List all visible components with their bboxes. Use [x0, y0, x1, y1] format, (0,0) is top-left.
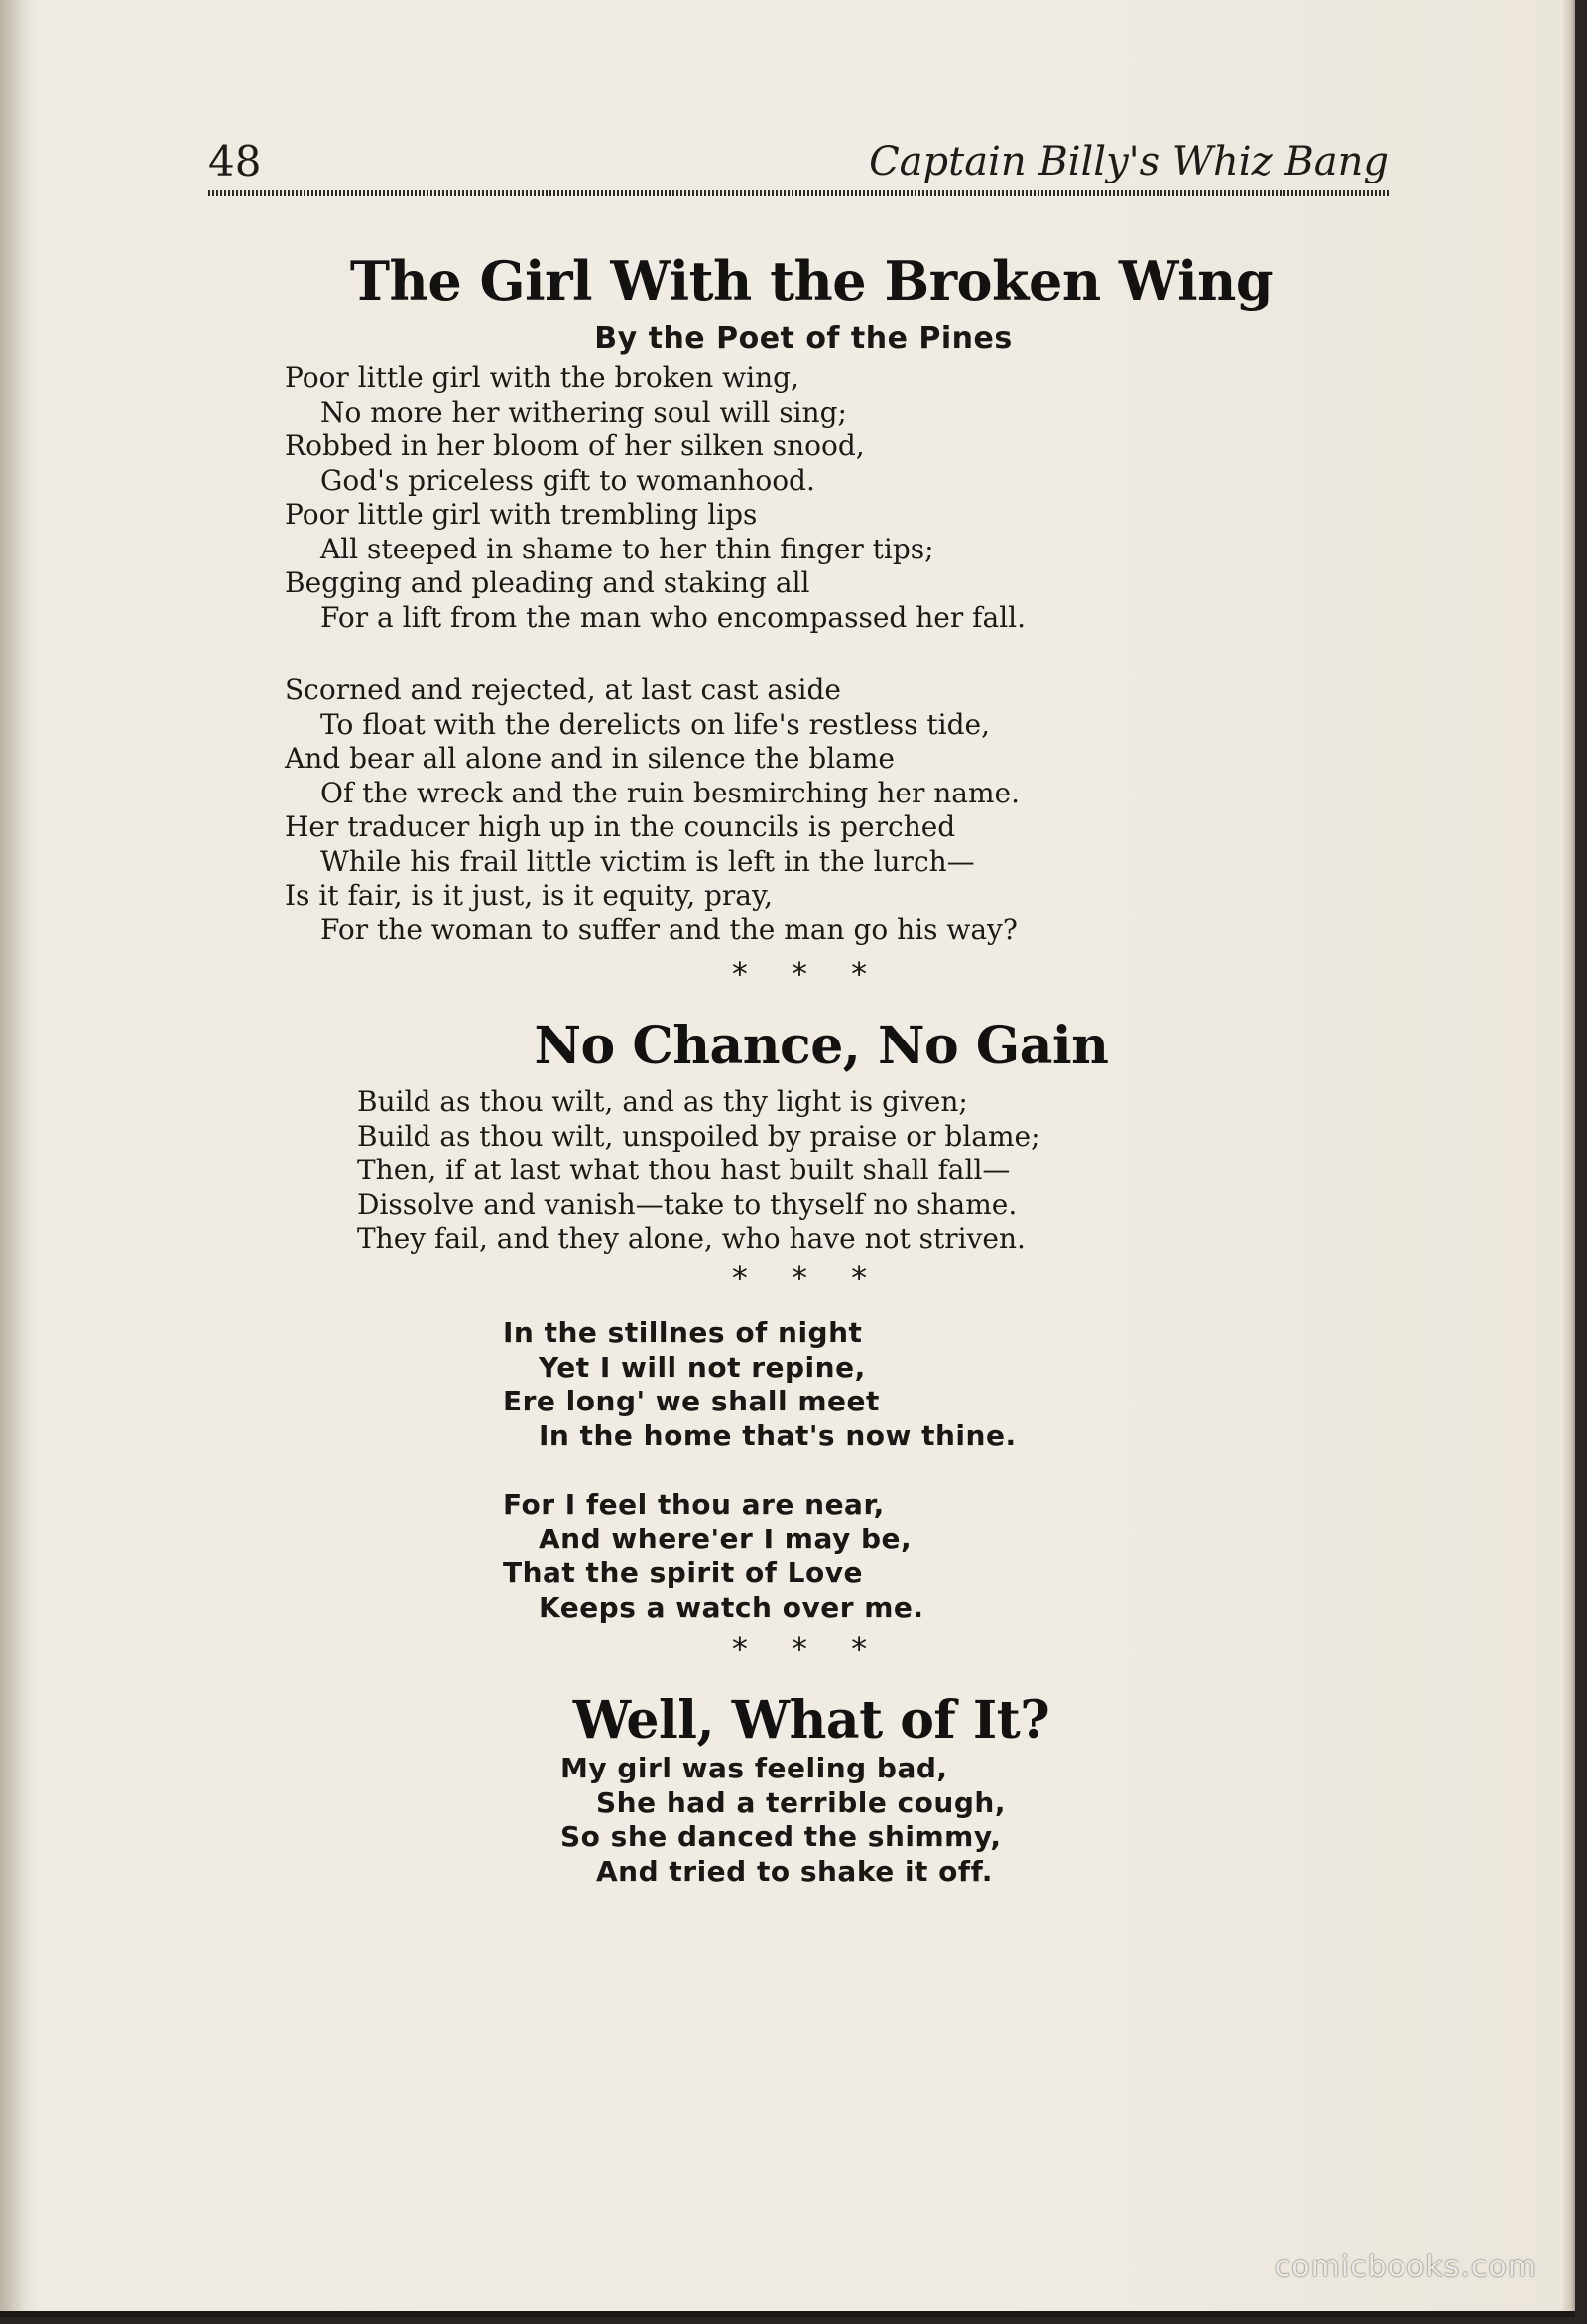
verse-line: Build as thou wilt, unspoiled by praise or blame; — [357, 1119, 1040, 1153]
page-header — [208, 135, 1389, 188]
verse-line: And where'er I may be, — [539, 1522, 913, 1555]
verse-line: While his frail little victim is left in the lurch— — [320, 844, 975, 878]
poem-title-broken-wing: The Girl With the Broken Wing — [349, 249, 1274, 312]
verse-line: Is it fair, is it just, is it equity, pray, — [285, 879, 773, 912]
verse-line: For a lift from the man who encompassed her fall. — [320, 600, 1027, 634]
verse-line: In the stillnes of night — [503, 1316, 863, 1349]
running-title: Captain Billy's Whiz Bang — [869, 139, 1389, 184]
verse-line: For the woman to suffer and the man go his way? — [320, 913, 1018, 946]
verse-line: And bear all alone and in silence the blame — [285, 742, 895, 775]
verse-line: For I feel thou are near, — [503, 1488, 885, 1521]
verse-line: And tried to shake it off. — [596, 1854, 993, 1888]
asterisk-divider: * * * — [731, 1630, 868, 1667]
verse-line: Of the wreck and the ruin besmirching her name. — [320, 776, 1020, 809]
verse-line: Scorned and rejected, at last cast aside — [285, 673, 841, 706]
poem-stanza — [285, 673, 1020, 947]
poem-stanza — [357, 1085, 1040, 1257]
verse-line: My girl was feeling bad, — [560, 1752, 948, 1784]
verse-line: Ere long' we shall meet — [503, 1385, 880, 1417]
verse-line: Build as thou wilt, and as thy light is given; — [357, 1085, 968, 1118]
verse-line: All steeped in shame to her thin finger tips; — [320, 532, 934, 565]
page-number: 48 — [208, 137, 262, 185]
poem-stanza — [503, 1488, 924, 1625]
verse-line: Then, if at last what thou hast built shall fall— — [357, 1154, 1011, 1186]
verse-line: Dissolve and vanish—take to thyself no shame. — [357, 1187, 1018, 1221]
verse-line: Her traducer high up in the councils is perched — [285, 810, 956, 843]
verse-line: In the home that's now thine. — [539, 1418, 1017, 1452]
verse-line: Robbed in her bloom of her silken snood, — [285, 429, 865, 462]
poem-stanza — [503, 1316, 1017, 1453]
verse-line: Yet I will not repine, — [539, 1350, 866, 1384]
poem-stanza — [560, 1752, 1006, 1889]
poem-title-well-what-of-it: Well, What of It? — [572, 1690, 1050, 1751]
asterisk-divider: * * * — [731, 1259, 868, 1296]
verse-line: Poor little girl with the broken wing, — [285, 361, 799, 394]
verse-line: Begging and pleading and staking all — [285, 566, 810, 599]
header-rule — [208, 190, 1389, 196]
verse-line: No more her withering soul will sing; — [320, 395, 847, 428]
verse-line: They fail, and they alone, who have not striven. — [357, 1222, 1026, 1255]
verse-line: Poor little girl with trembling lips — [285, 498, 758, 531]
poem-title-no-chance: No Chance, No Gain — [534, 1016, 1109, 1076]
poem-byline: By the Poet of the Pines — [594, 321, 1013, 356]
verse-line: That the spirit of Love — [503, 1556, 863, 1589]
verse-line: To float with the derelicts on life's restless tide, — [320, 707, 991, 741]
poem-stanza — [285, 361, 1026, 635]
verse-line: So she danced the shimmy, — [560, 1820, 1002, 1853]
verse-line: God's priceless gift to womanhood. — [320, 463, 815, 497]
verse-line: She had a terrible cough, — [596, 1785, 1006, 1819]
verse-line: Keeps a watch over me. — [539, 1590, 924, 1624]
asterisk-divider: * * * — [731, 955, 868, 993]
site-watermark: comicbooks.com — [1274, 2250, 1537, 2284]
